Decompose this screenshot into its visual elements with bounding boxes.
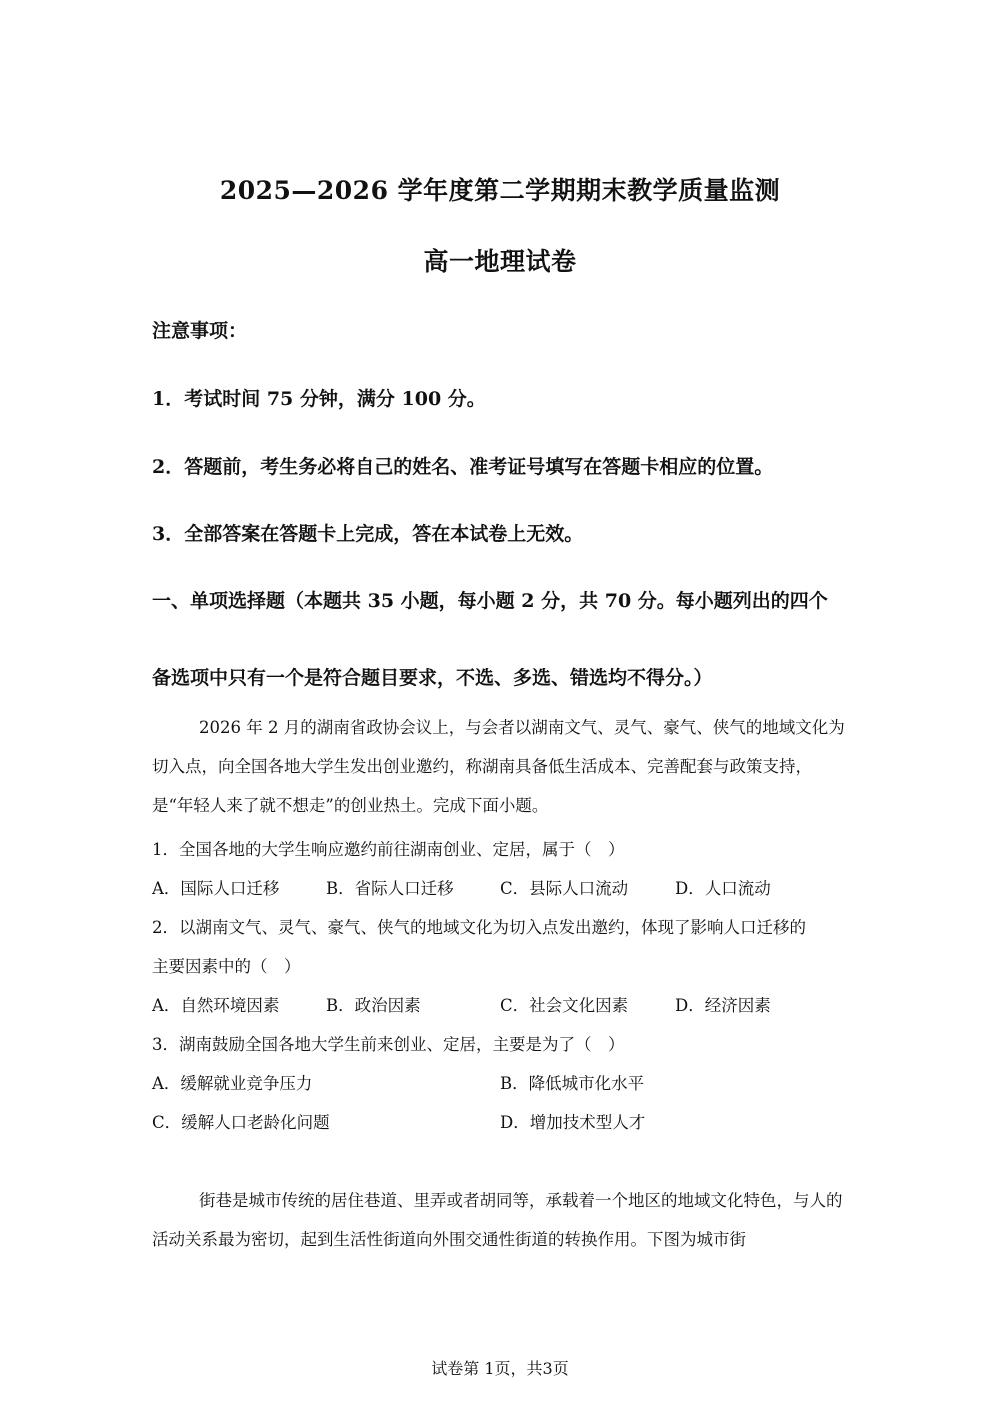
question-2-stem-line1: 2．以湖南文气、灵气、豪气、侠气的地域文化为切入点发出邀约，体现了影响人口迁移的 <box>152 918 806 937</box>
q1-option-d: D．人口流动 <box>675 879 771 898</box>
notice-item-2: 2．答题前，考生务必将自己的姓名、准考证号填写在答题卡相应的位置。 <box>152 456 774 478</box>
page-footer: 试卷第 1页，共3页 <box>431 1359 569 1378</box>
q3-option-d: D．增加技术型人才 <box>500 1113 646 1132</box>
q1-option-a: A．国际人口迁移 <box>152 879 280 898</box>
q1-option-b: B．省际人口迁移 <box>326 879 454 898</box>
passage-1: 2026 年 2 月的湖南省政协会议上，与会者以湖南文气、灵气、豪气、侠气的地域文化为切入点，向全国各地大学生发出创业邀约，称湖南具备低生活成本、完善配套与政策支持，是“年轻人来了就不想走”的创业热土。完成下面小题。 <box>152 718 845 815</box>
q2-option-c: C．社会文化因素 <box>500 996 629 1015</box>
section-heading-line1: 一、单项选择题（本题共 35 小题，每小题 2 分，共 70 分。每小题列出的四个 <box>152 590 828 612</box>
q3-option-b: B．降低城市化水平 <box>500 1074 645 1093</box>
notice-item-3: 3．全部答案在答题卡上完成，答在本试卷上无效。 <box>152 523 584 545</box>
q3-option-c: C．缓解人口老龄化问题 <box>152 1113 330 1132</box>
q2-option-d: D．经济因素 <box>675 996 771 1015</box>
question-2-stem-line2: 主要因素中的（ ） <box>152 957 301 976</box>
q3-option-a: A．缓解就业竞争压力 <box>152 1074 313 1093</box>
q1-option-c: C．县际人口流动 <box>500 879 629 898</box>
q2-option-a: A．自然环境因素 <box>152 996 280 1015</box>
notice-heading: 注意事项： <box>152 320 248 342</box>
exam-title: 2025—2026 学年度第二学期期末教学质量监测 <box>219 176 781 205</box>
section-heading-line2: 备选项中只有一个是符合题目要求，不选、多选、错选均不得分。） <box>152 667 713 689</box>
question-1-stem: 1．全国各地的大学生响应邀约前往湖南创业、定居，属于（ ） <box>152 840 625 859</box>
notice-item-1: 1．考试时间 75 分钟，满分 100 分。 <box>152 388 486 410</box>
question-3-stem: 3．湖南鼓励全国各地大学生前来创业、定居，主要是为了（ ） <box>152 1035 625 1054</box>
q2-option-b: B．政治因素 <box>326 996 421 1015</box>
passage-2: 街巷是城市传统的居住巷道、里弄或者胡同等，承载着一个地区的地域文化特色，与人的活动关系最为密切，起到生活性街道向外围交通性街道的转换作用。下图为城市街 <box>152 1191 843 1249</box>
exam-subtitle: 高一地理试卷 <box>423 247 577 276</box>
